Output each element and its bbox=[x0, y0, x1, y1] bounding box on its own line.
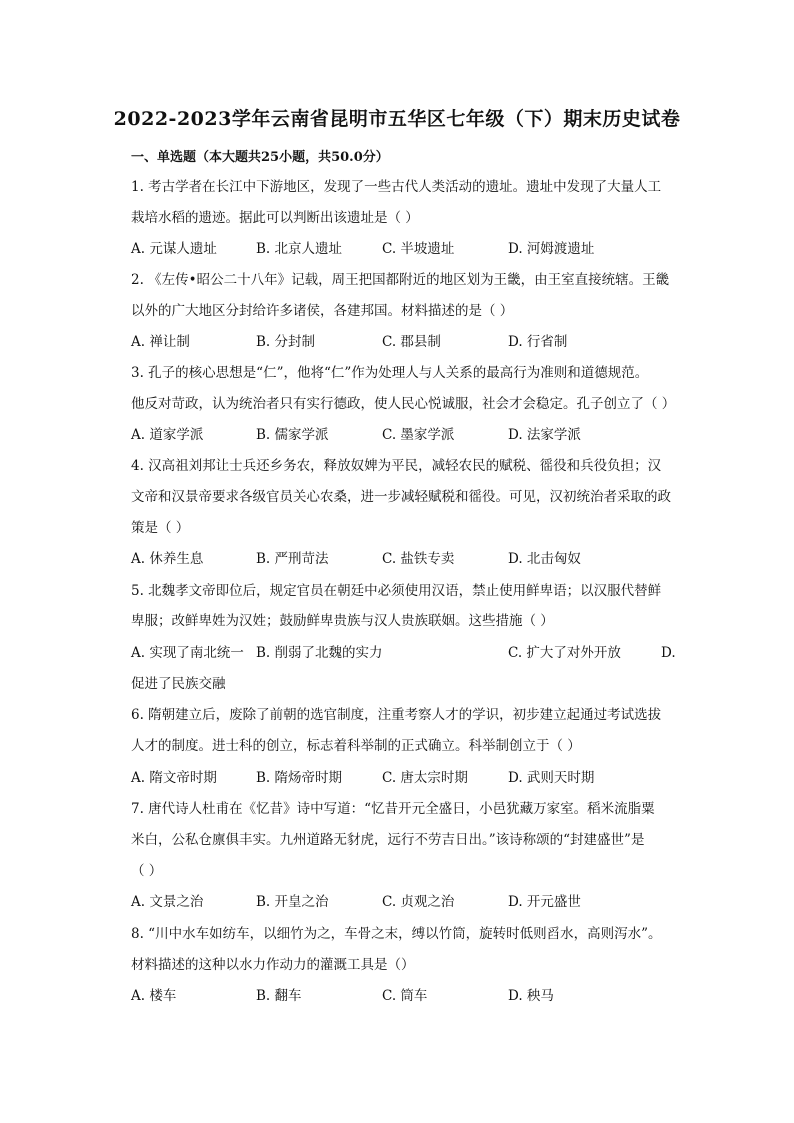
question-2-option-b: B. 分封制 bbox=[256, 334, 316, 350]
question-4-line-1: 4. 汉高祖刘邦让士兵还乡务农，释放奴婢为平民，减轻农民的赋税、徭役和兵役负担；汉 bbox=[131, 458, 662, 474]
question-5-option-a: A. 实现了南北统一 bbox=[131, 645, 244, 661]
question-4-line-3: 策是（ ） bbox=[131, 520, 190, 536]
question-2-line-2: 以外的广大地区分封给许多诸侯，各建邦国。材料描述的是（ ） bbox=[131, 303, 514, 319]
question-7-line-2: 米白，公私仓廪俱丰实。九州道路无豺虎，远行不劳吉日出。”该诗称颂的“封建盛世”是 bbox=[131, 832, 645, 848]
question-8-option-d: D. 秧马 bbox=[508, 988, 554, 1004]
question-7-line-3: （ ） bbox=[131, 863, 163, 879]
question-5-option-b: B. 削弱了北魏的实力 bbox=[256, 645, 383, 661]
section-heading: 一、单选题（本大题共25小题，共50.0分） bbox=[131, 150, 389, 165]
question-6-line-1: 6. 隋朝建立后，废除了前朝的选官制度，注重考察人才的学识，初步建立起通过考试选拔 bbox=[131, 707, 662, 723]
question-1-option-c: C. 半坡遗址 bbox=[382, 241, 455, 257]
question-1-line-2: 栽培水稻的遗迹。据此可以判断出该遗址是（ ） bbox=[131, 210, 419, 226]
question-3-option-b: B. 儒家学派 bbox=[256, 427, 329, 443]
question-3-line-2: 他反对苛政，认为统治者只有实行德政，使人民心悦诚服，社会才会稳定。孔子创立了（ ） bbox=[131, 396, 676, 412]
exam-title: 2022-2023学年云南省昆明市五华区七年级（下）期末历史试卷 bbox=[113, 108, 681, 130]
question-8-option-c: C. 筒车 bbox=[382, 988, 428, 1004]
question-1-option-b: B. 北京人遗址 bbox=[256, 241, 343, 257]
question-3-option-d: D. 法家学派 bbox=[508, 427, 581, 443]
question-7-option-c: C. 贞观之治 bbox=[382, 894, 455, 910]
question-4-option-c: C. 盐铁专卖 bbox=[382, 551, 455, 567]
question-2-line-1: 2. 《左传•昭公二十八年》记载，周王把国都附近的地区划为王畿，由王室直接统辖。王畿 bbox=[131, 272, 670, 288]
question-6-option-b: B. 隋炀帝时期 bbox=[256, 770, 343, 786]
question-7-option-b: B. 开皇之治 bbox=[256, 894, 329, 910]
question-7-option-a: A. 文景之治 bbox=[131, 894, 204, 910]
question-6-option-c: C. 唐太宗时期 bbox=[382, 770, 468, 786]
question-5-option-c: C. 扩大了对外开放 bbox=[508, 645, 621, 661]
question-8-option-b: B. 翻车 bbox=[256, 988, 302, 1004]
question-4-option-a: A. 休养生息 bbox=[131, 551, 204, 567]
question-2-option-d: D. 行省制 bbox=[508, 334, 568, 350]
question-8-option-a: A. 楼车 bbox=[131, 988, 177, 1004]
question-4-option-d: D. 北击匈奴 bbox=[508, 551, 581, 567]
question-8-line-2: 材料描述的这种以水力作动力的灌溉工具是（） bbox=[131, 957, 415, 973]
question-7-line-1: 7. 唐代诗人杜甫在《忆昔》诗中写道：“忆昔开元全盛日，小邑犹藏万家室。稻米流脂粟 bbox=[131, 801, 655, 817]
question-4-line-2: 文帝和汉景帝要求各级官员关心农桑，进一步减轻赋税和徭役。可见，汉初统治者采取的政 bbox=[131, 489, 671, 505]
question-6-option-d: D. 武则天时期 bbox=[508, 770, 595, 786]
question-5-line-1: 5. 北魏孝文帝即位后，规定官员在朝廷中必须使用汉语，禁止使用鲜卑语；以汉服代替鲜 bbox=[131, 583, 662, 599]
question-3-line-1: 3. 孔子的核心思想是“仁”，他将“仁”作为处理人与人关系的最高行为准则和道德规范。 bbox=[131, 365, 649, 381]
question-2-option-a: A. 禅让制 bbox=[131, 334, 190, 350]
question-6-line-2: 人才的制度。进士科的创立，标志着科举制的正式确立。科举制创立于（ ） bbox=[131, 738, 581, 754]
question-6-option-a: A. 隋文帝时期 bbox=[131, 770, 217, 786]
question-7-option-d: D. 开元盛世 bbox=[508, 894, 581, 910]
question-1-option-d: D. 河姆渡遗址 bbox=[508, 241, 595, 257]
question-3-option-c: C. 墨家学派 bbox=[382, 427, 455, 443]
question-5-option-d-text: 促进了民族交融 bbox=[131, 676, 226, 692]
question-5-option-d: D. bbox=[661, 645, 676, 661]
question-1-line-1: 1. 考古学者在长江中下游地区，发现了一些古代人类活动的遗址。遗址中发现了大量人工 bbox=[131, 179, 662, 195]
question-2-option-c: C. 郡县制 bbox=[382, 334, 441, 350]
question-4-option-b: B. 严刑苛法 bbox=[256, 551, 329, 567]
question-8-line-1: 8. “川中水车如纺车，以细竹为之，车骨之末，缚以竹筒，旋转时低则舀水，高则泻水”。 bbox=[131, 926, 662, 942]
question-5-line-2: 卑服；改鲜卑姓为汉姓；鼓励鲜卑贵族与汉人贵族联姻。这些措施（ ） bbox=[131, 613, 554, 629]
question-1-option-a: A. 元谋人遗址 bbox=[131, 241, 217, 257]
question-3-option-a: A. 道家学派 bbox=[131, 427, 204, 443]
